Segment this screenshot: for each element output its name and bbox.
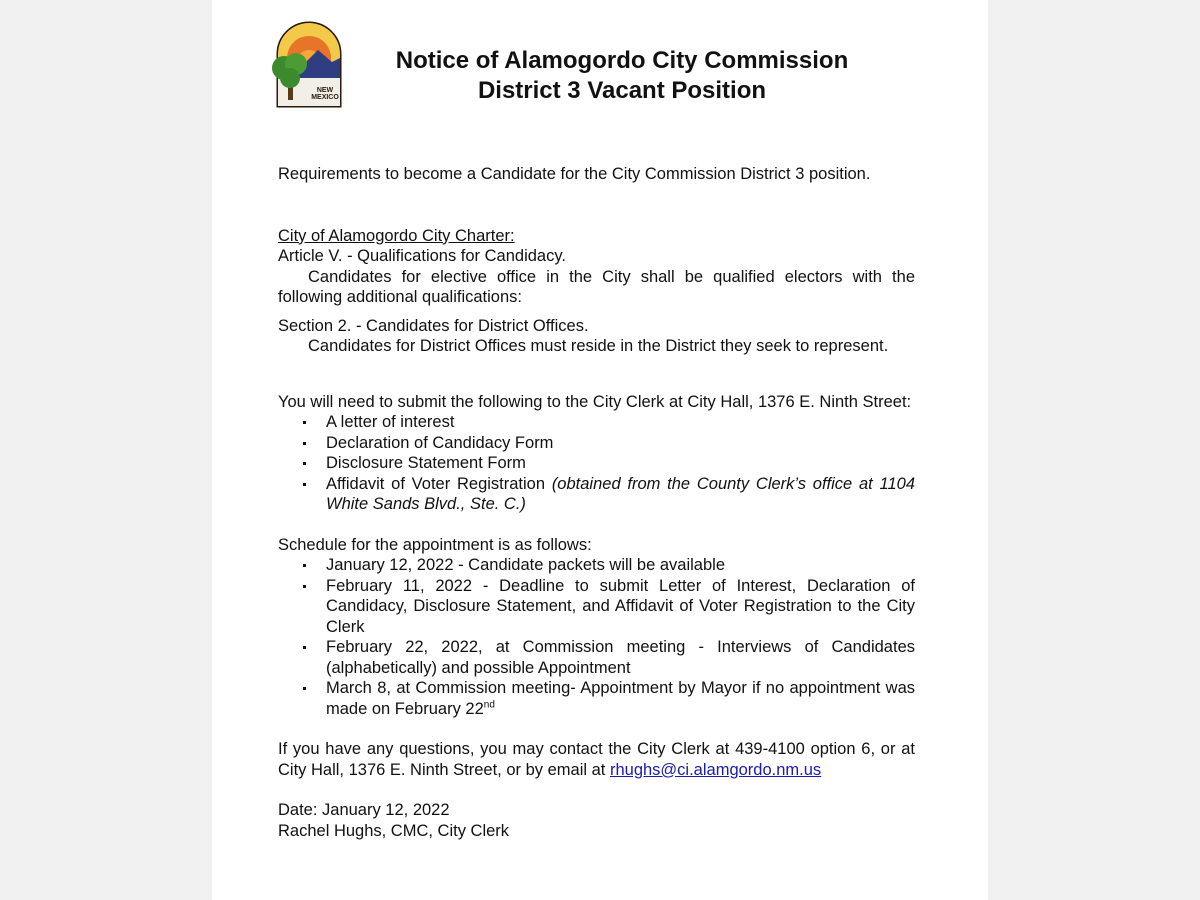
signature-line: Rachel Hughs, CMC, City Clerk <box>278 821 510 840</box>
intro-text: Requirements to become a Candidate for the City Commission District 3 position. <box>278 165 871 183</box>
title-line-2: District 3 Vacant Position <box>477 77 767 104</box>
logo-bottom-text: NEW MEXICO <box>311 87 339 101</box>
list-item <box>278 474 915 515</box>
notice-body <box>278 164 915 841</box>
ordinal-superscript: nd <box>483 699 495 710</box>
title-line-1: Notice of Alamogordo City Commission <box>395 47 849 74</box>
schedule-intro: Schedule for the appointment is as follows: <box>278 535 592 554</box>
list-item: A letter of interest <box>278 412 915 433</box>
notice-title <box>382 46 862 106</box>
schedule-item-text: March 8, at Commission meeting- Appointment by Mayor if no appointment was made on February 22 <box>326 679 915 718</box>
date-line: Date: January 12, 2022 <box>278 801 450 819</box>
charter-article-text: Candidates for elective office in the City shall be qualified electors with the following additional qualifications: <box>278 267 915 306</box>
email-link[interactable]: rhughs@ci.alamgordo.nm.us <box>609 760 822 779</box>
contact-sentence: If you have any questions, you may contact the City Clerk at 439-4100 option 6, or at City Hall, 1376 E. Ninth Street, or by email at <box>278 740 915 779</box>
list-item: Disclosure Statement Form <box>278 453 915 474</box>
list-item <box>278 678 915 719</box>
submit-intro: You will need to submit the following to the City Clerk at City Hall, 1376 E. Ninth Street: <box>278 392 912 411</box>
list-item: February 11, 2022 - Deadline to submit Letter of Interest, Declaration of Candidacy, Disclosure Statement, and Affidavit of Voter Registration to the City Clerk <box>278 576 915 638</box>
city-seal-logo <box>270 18 348 108</box>
charter-heading: City of Alamogordo City Charter: <box>278 226 515 245</box>
list-item: February 22, 2022, at Commission meeting - Interviews of Candidates (alphabetically) and possible Appointment <box>278 637 915 678</box>
affidavit-note: (obtained from the County Clerk’s office at 1104 White Sands Blvd., Ste. C.) <box>326 474 915 513</box>
affidavit-label: Affidavit of Voter Registration <box>326 474 546 493</box>
list-item: Declaration of Candidacy Form <box>278 433 915 454</box>
charter-article: Article V. - Qualifications for Candidacy. <box>278 247 566 265</box>
charter-section: Section 2. - Candidates for District Offices. <box>278 316 589 335</box>
notice-page <box>212 0 988 900</box>
contact-text <box>278 739 915 780</box>
charter-section-text: Candidates for District Offices must reside in the District they seek to represent. <box>308 337 889 355</box>
list-item: January 12, 2022 - Candidate packets will be available <box>278 555 915 576</box>
submit-list <box>278 412 915 515</box>
schedule-list <box>278 555 915 719</box>
